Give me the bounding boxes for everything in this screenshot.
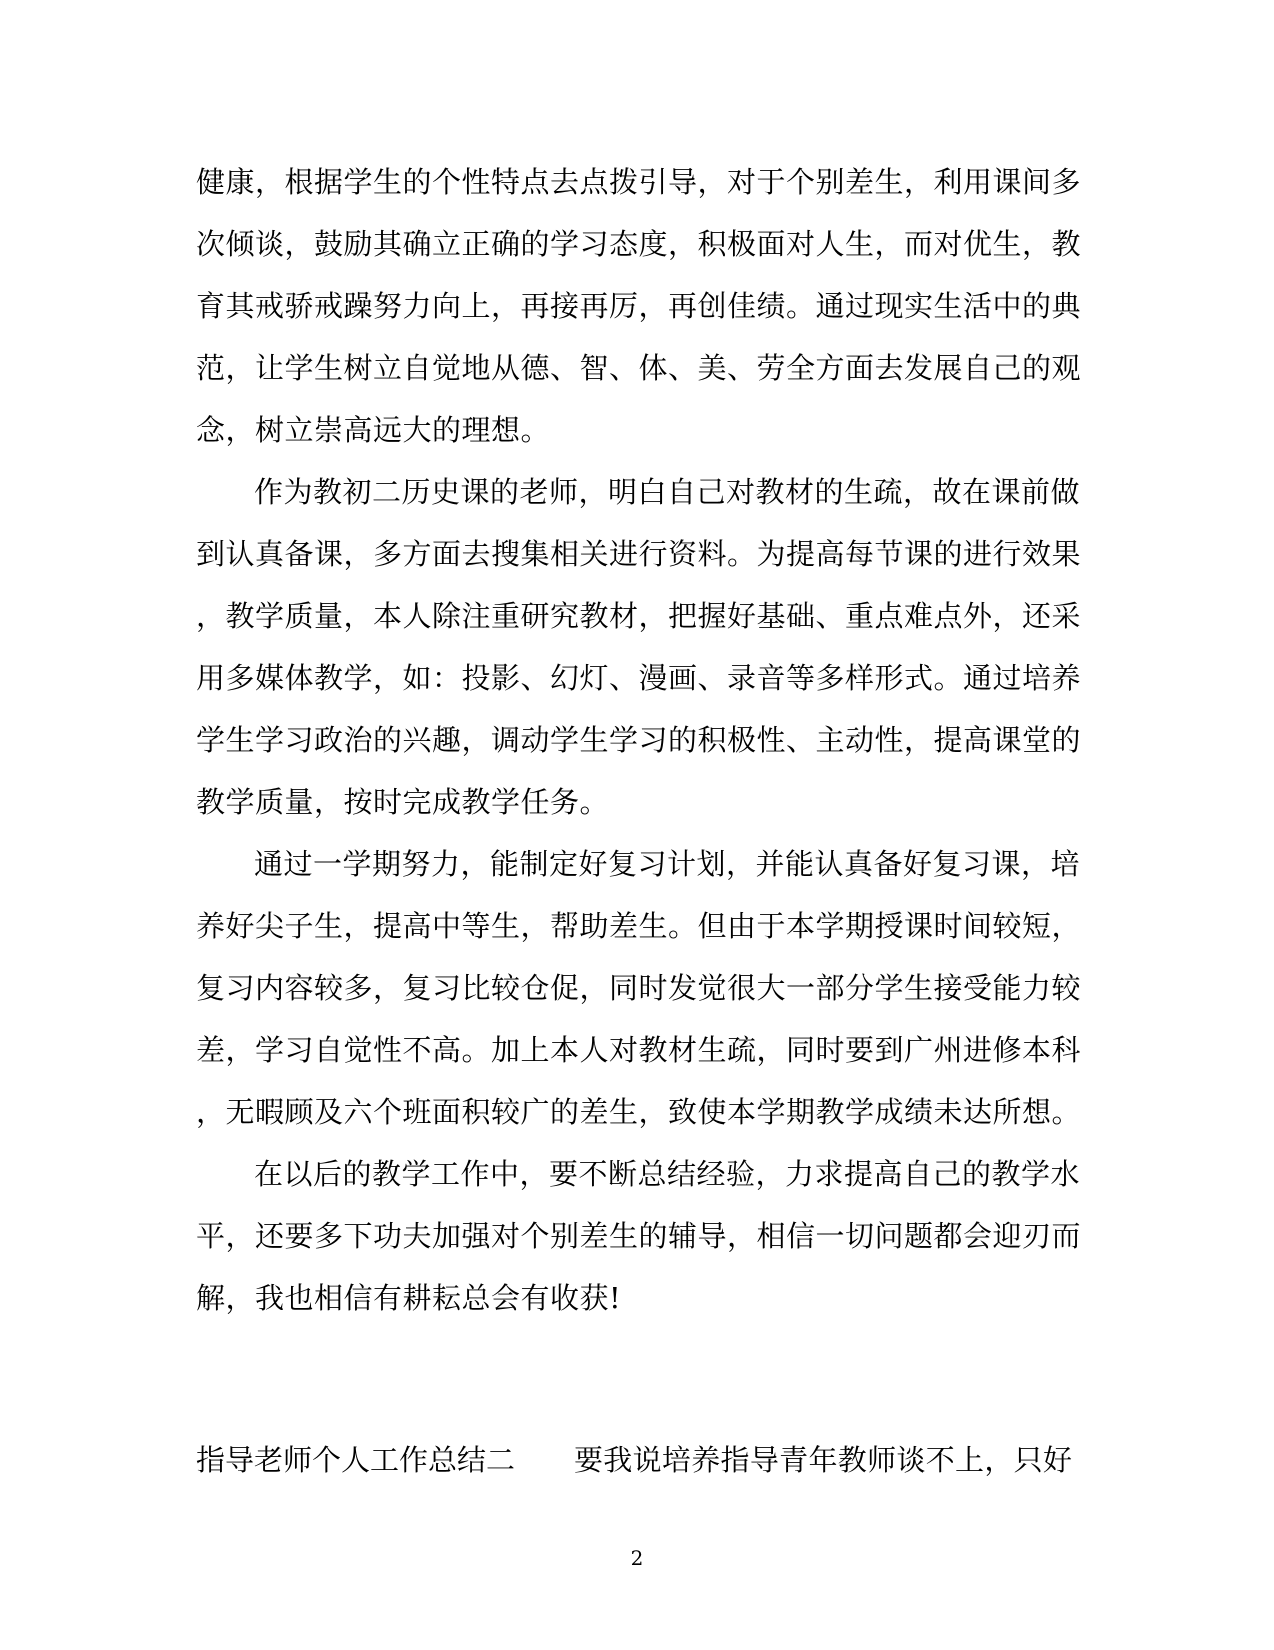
- paragraph-4-line-3: 解，我也相信有耕耘总会有收获!: [196, 1281, 622, 1315]
- paragraph-1-line-2: 次倾谈，鼓励其确立正确的学习态度，积极面对人生，而对优生，教: [196, 227, 1082, 261]
- paragraph-1-line-3: 育其戒骄戒躁努力向上，再接再厉，再创佳绩。通过现实生活中的典: [196, 289, 1082, 323]
- paragraph-3-line-5: ，无暇顾及六个班面积较广的差生，致使本学期教学成绩未达所想。: [196, 1095, 1082, 1129]
- section-heading-line: [196, 1440, 1072, 1480]
- paragraph-3-line-4: 差，学习自觉性不高。加上本人对教材生疏，同时要到广州进修本科: [196, 1033, 1082, 1067]
- page-number: 2: [630, 1546, 644, 1570]
- paragraph-3-line-2: 养好尖子生，提高中等生，帮助差生。但由于本学期授课时间较短，: [196, 909, 1082, 943]
- section-lead-text: 要我说培养指导青年教师谈不上，只好: [574, 1443, 1072, 1477]
- paragraph-2-line-5: 学生学习政治的兴趣，调动学生学习的积极性、主动性，提高课堂的: [196, 723, 1082, 757]
- paragraph-1-line-5: 念，树立崇高远大的理想。: [196, 413, 551, 447]
- paragraph-1-line-1: 健康，根据学生的个性特点去点拨引导，对于个别差生，利用课间多: [196, 165, 1082, 199]
- paragraph-2-line-2: 到认真备课，多方面去搜集相关进行资料。为提高每节课的进行效果: [196, 537, 1082, 571]
- paragraph-2-line-6: 教学质量，按时完成教学任务。: [196, 785, 610, 819]
- section-heading: 指导老师个人工作总结二: [196, 1443, 516, 1477]
- paragraph-4-line-1: 在以后的教学工作中，要不断总结经验，力求提高自己的教学水: [254, 1157, 1081, 1191]
- paragraph-2-line-1: 作为教初二历史课的老师，明白自己对教材的生疏，故在课前做: [254, 475, 1081, 509]
- paragraph-2-line-4: 用多媒体教学，如：投影、幻灯、漫画、录音等多样形式。通过培养: [196, 661, 1082, 695]
- paragraph-2-line-3: ，教学质量，本人除注重研究教材，把握好基础、重点难点外，还采: [196, 599, 1082, 633]
- paragraph-3-line-3: 复习内容较多，复习比较仓促，同时发觉很大一部分学生接受能力较: [196, 971, 1082, 1005]
- paragraph-1-line-4: 范，让学生树立自觉地从德、智、体、美、劳全方面去发展自己的观: [196, 351, 1082, 385]
- paragraph-3-line-1: 通过一学期努力，能制定好复习计划，并能认真备好复习课，培: [254, 847, 1081, 881]
- paragraph-4-line-2: 平，还要多下功夫加强对个别差生的辅导，相信一切问题都会迎刃而: [196, 1219, 1082, 1253]
